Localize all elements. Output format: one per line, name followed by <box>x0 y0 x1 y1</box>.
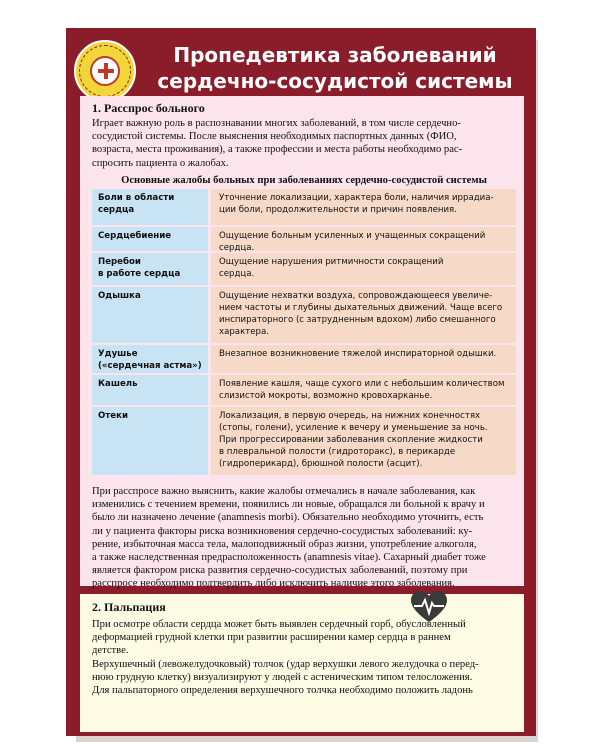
section-2-line: нюю грудную клетку) визуализируют у людей с астеническим типом телосложения. <box>92 671 473 683</box>
complaint-label <box>98 348 204 372</box>
intro-line: спросить пациента о жалобах. <box>92 157 229 169</box>
desc-line: (стопы, голени), усиление к вечеру и уменьшение за ночь. <box>219 423 488 433</box>
table-row <box>92 375 516 405</box>
complaint-label-cell <box>92 287 208 343</box>
desc-line: Ощущение нехватки воздуха, сопровождающееся увеличе- <box>219 291 493 301</box>
table-row <box>92 253 516 285</box>
label-line: Удушье <box>98 349 138 359</box>
section-2-text <box>92 618 516 697</box>
label-line: Сердцебиение <box>98 231 172 241</box>
complaint-desc-cell <box>211 287 516 343</box>
desc-line: в плевральной полости (гидроторакс), в перикарде <box>219 447 456 457</box>
followup-line: ли у пациента факторы риска возникновения сердечно-сосудистых заболеваний: ку- <box>92 525 473 537</box>
title-line-1: Пропедевтика заболеваний <box>173 43 497 67</box>
section-2-line: Верхушечный (левожелудочковый) толчок (удар верхушки левого желудочка о перед- <box>92 658 479 670</box>
complaint-desc <box>219 348 511 360</box>
desc-line: Уточнение локализации, характера боли, наличия иррадиа- <box>219 193 494 203</box>
complaint-label <box>98 410 204 422</box>
section-2-line: При осмотре области сердца может быть выявлен сердечный горб, обусловленный <box>92 619 466 630</box>
label-line: в работе сердца <box>98 269 181 279</box>
desc-line: Появление кашля, чаще сухого или с небольшим количеством <box>219 379 505 389</box>
desc-line: сердца. <box>219 243 255 253</box>
followup-line: При расспросе важно выяснить, какие жалобы отмечались в начале заболевания, как <box>92 486 476 497</box>
table-row <box>92 407 516 475</box>
complaint-desc <box>219 378 511 402</box>
complaint-desc-cell <box>211 189 516 225</box>
complaint-label-cell <box>92 189 208 225</box>
complaints-table-title: Основные жалобы больных при заболеваниях сердечно-сосудистой системы <box>121 175 487 186</box>
complaint-label-cell <box>92 375 208 405</box>
complaint-desc-cell <box>211 227 516 251</box>
followup-line: было ли назначено лечение (anamnesis morbi). Обязательно необходимо уточнить, есть <box>92 512 484 524</box>
label-line: Одышка <box>98 291 141 301</box>
complaint-label <box>98 256 204 280</box>
logo-center <box>90 56 120 86</box>
complaint-label-cell <box>92 345 208 373</box>
desc-line: сердца. <box>219 269 255 279</box>
desc-line: ции боли, продолжительности и причин появления. <box>219 205 457 215</box>
cross-icon-bar <box>98 69 114 73</box>
complaint-desc <box>219 410 511 470</box>
complaint-label <box>98 192 204 216</box>
complaint-desc <box>219 256 511 280</box>
desc-line: При прогрессировании заболевания скопление жидкости <box>219 435 483 445</box>
desc-line: нием частоты и глубины дыхательных движений. Чаще всего <box>219 303 503 313</box>
section-2-heading: 2. Пальпация <box>92 600 166 614</box>
intro-line: сосудистой системы. После выяснения необходимых паспортных данных (ФИО, <box>92 131 457 143</box>
desc-line: Внезапное возникновение тяжелой инспираторной одышки. <box>219 349 497 359</box>
followup-line: рение, избыточная масса тела, малоподвижный образ жизни, употребление алкоголя, <box>92 538 477 550</box>
section-1-intro <box>92 117 516 170</box>
desc-line: (гидроперикард), брюшной полости (асцит). <box>219 459 423 469</box>
label-line: Кашель <box>98 379 138 389</box>
complaint-label-cell <box>92 227 208 251</box>
complaint-desc <box>219 192 511 216</box>
followup-line: расспросе необходимо подтвердить либо исключить наличие этого заболевания. <box>92 578 455 590</box>
desc-line: характера. <box>219 327 270 337</box>
complaint-label <box>98 290 204 302</box>
complaint-label-cell <box>92 253 208 285</box>
brochure-title <box>140 42 530 94</box>
table-row <box>92 227 516 251</box>
desc-line: Ощущение нарушения ритмичности сокращений <box>219 257 444 267</box>
label-line: Боли в области сердца <box>98 193 175 215</box>
followup-line: изменились с течением времени, появились ли новые, обращался ли больной к врачу и <box>92 499 485 511</box>
complaint-label <box>98 378 204 390</box>
desc-line: Ощущение больным усиленных и учащенных сокращений <box>219 231 486 241</box>
intro-line: Играет важную роль в распознавании многих заболеваний, в том числе сердечно- <box>92 118 461 129</box>
title-line-2: сердечно-сосудистой системы <box>157 69 513 93</box>
complaint-desc-cell <box>211 407 516 475</box>
complaint-desc-cell <box>211 253 516 285</box>
section-1-followup <box>92 485 516 591</box>
table-row <box>92 189 516 225</box>
desc-line: инспираторного (с затрудненным вдохом) либо смешанного <box>219 315 496 325</box>
complaint-desc <box>219 290 511 338</box>
complaint-label <box>98 230 204 242</box>
intro-line: возраста, места проживания), а также профессии и места работы необходимо рас- <box>92 144 463 156</box>
section-2-line: деформацией грудной клетки при развитии расширении камер сердца в раннем <box>92 632 451 644</box>
label-line: («сердечная астма») <box>98 361 202 371</box>
label-line: Отеки <box>98 411 128 421</box>
label-line: Перебои <box>98 257 141 267</box>
section-2-line: Для пальпаторного определения верхушечного толчка необходимо положить ладонь <box>92 685 473 697</box>
section-2-line: детстве. <box>92 645 129 657</box>
desc-line: слизистой мокроты, возможно кровохарканье. <box>219 391 433 401</box>
complaint-desc <box>219 230 511 254</box>
followup-line: а также наследственная предрасположенность (anamnesis vitae). Сахарный диабет тоже <box>92 552 486 564</box>
followup-line: является фактором риска развития сердечно-сосудистых заболеваний, поэтому при <box>92 565 468 577</box>
complaint-desc-cell <box>211 375 516 405</box>
table-row <box>92 287 516 343</box>
complaint-label-cell <box>92 407 208 475</box>
complaint-desc-cell <box>211 345 516 373</box>
table-row <box>92 345 516 373</box>
medical-seal-logo <box>74 40 136 102</box>
section-1-heading: 1. Расспрос больного <box>92 101 205 115</box>
desc-line: Локализация, в первую очередь, на нижних конечностях <box>219 411 481 421</box>
